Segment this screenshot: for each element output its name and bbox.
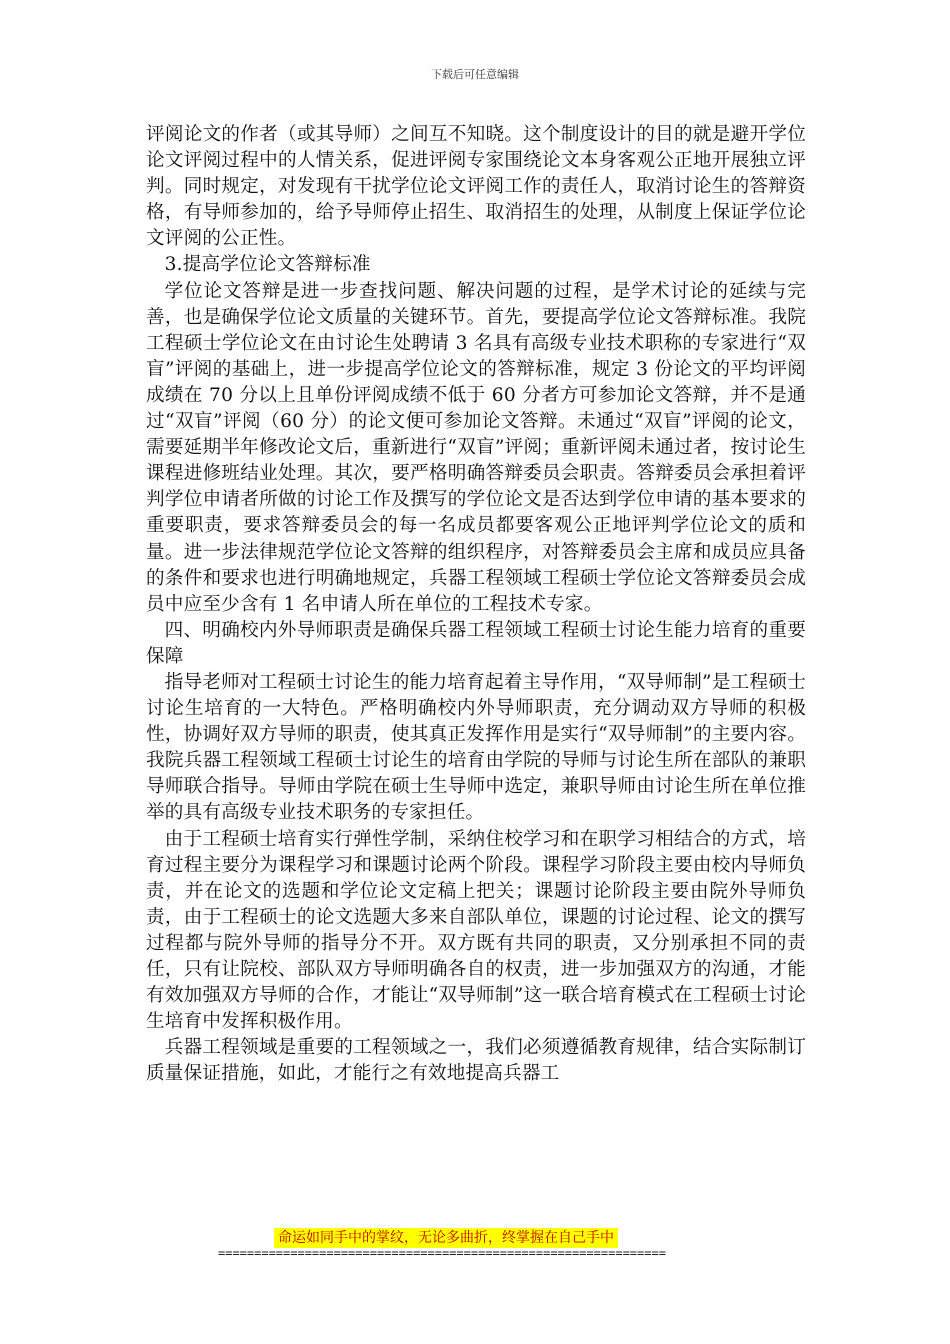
paragraph-dual-supervisor: 指导老师对工程硕士讨论生的能力培育起着主导作用，“双导师制”是工程硕士讨论生培育的一大特色。严格明确校内外导师职责，充分调动双方导师的积极性，协调好双方导师的职责，使其真正发挥作用是实行“双导师制”的主要内容。我院兵器工程领域工程硕士讨论生的培育由学院的导师与讨论生所在部队的兼职导师联合指导。导师由学院在硕士生导师中选定，兼职导师由讨论生所在单位推举的具有高级专业技术职务的专家担任。 (146, 671, 806, 824)
paragraph-defense-standard: 学位论文答辩是进一步查找问题、解决问题的过程，是学术讨论的延续与完善，也是确保学位论文质量的关键环节。首先，要提高学位论文答辩标准。我院工程硕士学位论文在由讨论生处聘请 3 名具有高级专业技术职称的专家进行“双盲”评阅的基础上，进一步提高学位论文的答辩标准，规定 3 份论文的平均评阅成绩在 70 分以上且单份评阅成绩不低于 60 分者方可参加论文答辩，并不是通过“双盲”评阅（60 分）的论文便可参加论文答辩。未通过“双盲”评阅的论文，需要延期半年修改论文后，重新进行“双盲”评阅；重新评阅未通过者，按讨论生课程进修班结业处理。其次，要严格明确答辩委员会职责。答辩委员会承担着评判学位申请者所做的讨论工作及撰写的学位论文是否达到学位申请的基本要求的重要职责，要求答辩委员会的每一名成员都要客观公正地评判学位论文的质和量。进一步法律规范学位论文答辩的组织程序，对答辩委员会主席和成员应具备的条件和要求也进行明确地规定，兵器工程领域工程硕士学位论文答辩委员会成员中应至少含有 1 名申请人所在单位的工程技术专家。 (146, 280, 806, 615)
document-body (146, 122, 806, 1087)
footer-motto: 命运如同手中的掌纹，无论多曲折，终掌握在自己手中 (274, 1228, 618, 1248)
section-heading-defense-standard: 3.提高学位论文答辩标准 (164, 254, 371, 276)
page-header: 下载后可任意编辑 (431, 68, 519, 81)
paragraph-training-stages: 由于工程硕士培育实行弹性学制，采纳住校学习和在职学习相结合的方式，培育过程主要分为课程学习和课题讨论两个阶段。课程学习阶段主要由校内导师负责，并在论文的选题和学位论文定稿上把关；课题讨论阶段主要由院外导师负责，由于工程硕士的论文选题大多来自部队单位，课题的讨论过程、论文的撰写过程都与院外导师的指导分不开。双方既有共同的职责，又分别承担不同的责任，只有让院校、部队双方导师明确各自的权责，进一步加强双方的沟通，才能有效加强双方导师的合作，才能让“双导师制”这一联合培育模式在工程硕士讨论生培育中发挥积极作用。 (146, 828, 806, 1033)
footer-divider: ============================================================== (218, 1246, 666, 1260)
section-heading-supervisor-duties: 四、明确校内外导师职责是确保兵器工程领域工程硕士讨论生能力培育的重要保障 (146, 619, 806, 667)
paragraph-review-anonymity: 评阅论文的作者（或其导师）之间互不知晓。这个制度设计的目的就是避开学位论文评阅过程中的人情关系，促进评阅专家围绕论文本身客观公正地开展独立评判。同时规定，对发现有干扰学位论文评阅工作的责任人，取消讨论生的答辩资格，有导师参加的，给予导师停止招生、取消招生的处理，从制度上保证学位论文评阅的公正性。 (146, 124, 806, 250)
paragraph-conclusion: 兵器工程领域是重要的工程领域之一，我们必须遵循教育规律，结合实际制订质量保证措施，如此，才能行之有效地提高兵器工 (146, 1037, 806, 1085)
